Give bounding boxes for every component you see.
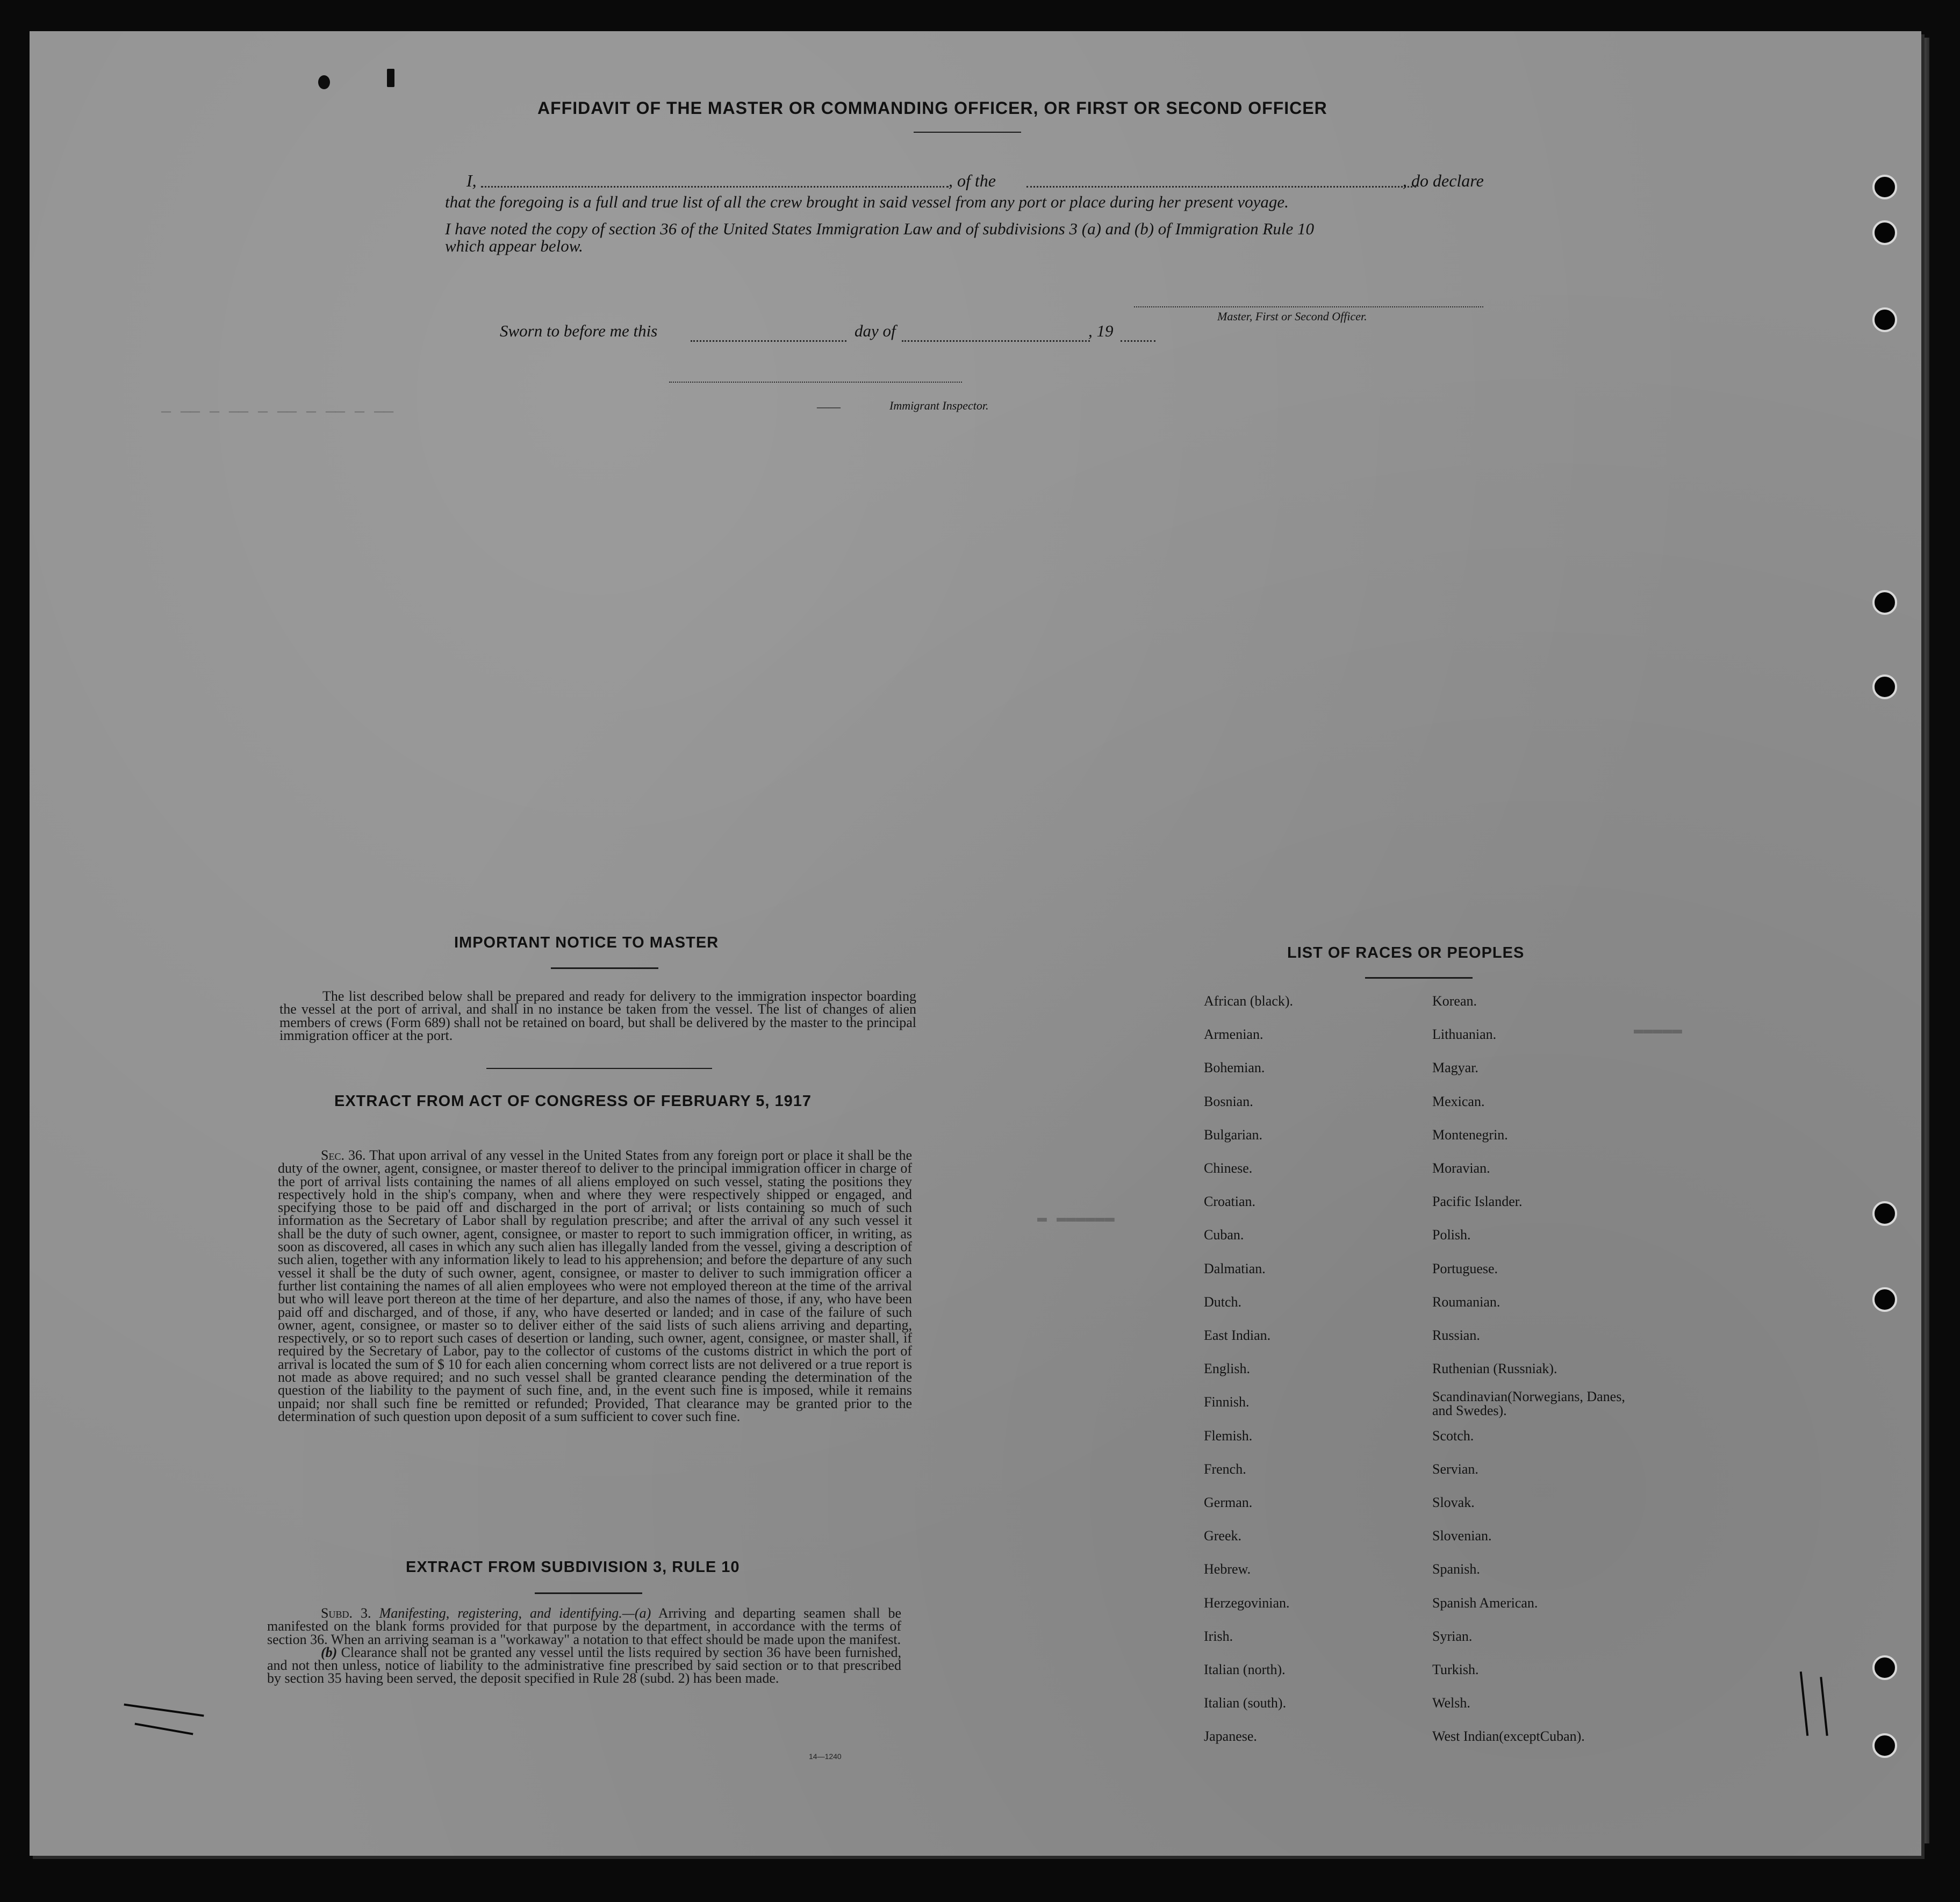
punch-hole xyxy=(1872,1201,1897,1226)
race-item: Armenian. xyxy=(1204,1027,1263,1043)
inspector-signature-field[interactable] xyxy=(669,382,962,383)
race-item: Korean. xyxy=(1432,993,1477,1009)
race-item: Slovenian. xyxy=(1432,1528,1492,1544)
race-item: Italian (south). xyxy=(1204,1695,1287,1711)
affidavit-do-declare: , do declare xyxy=(1403,171,1484,190)
vessel-field[interactable] xyxy=(1026,186,1416,188)
rule10-subd-a-body: Arriving and departing seamen shall be manifested on the blank forms provided for that purpose by the department, in accordance with the terms of section 36. When an arriving seaman is a "workaway" a notation to that effect should be made upon the manifest. xyxy=(267,1605,902,1647)
affidavit-of-the: , of the xyxy=(949,171,996,190)
race-item: German. xyxy=(1204,1495,1253,1510)
affidavit-line4: which appear below. xyxy=(445,236,583,255)
race-item: Welsh. xyxy=(1432,1695,1470,1711)
race-item: Irish. xyxy=(1204,1628,1233,1644)
race-item: Finnish. xyxy=(1204,1394,1250,1410)
race-item: Dalmatian. xyxy=(1204,1260,1266,1276)
binding-mark xyxy=(318,75,330,89)
act-sec-label: Sec. 36. xyxy=(321,1147,366,1163)
race-item: Slovak. xyxy=(1432,1495,1475,1510)
rule10-subd-heading: Manifesting, registering, and identifying.—(a) xyxy=(379,1605,651,1621)
act-body-text: That upon arrival of any vessel in the United States from any foreign port or place it shall be the duty of the owner, agent, consignee, or master thereof to deliver to the principal immigration officer in charge of the port of arrival lists containing the names of all aliens employed on such vessel, stating the positions they respectively hold in the ship's company, when and where they were respectively shipped or engaged, and specifying those to be paid off and discharged in the port of arrival; or lists containing so much of such information as the Secretary of Labor shall by regulation prescribe; and after the arrival of any such vessel it shall be the duty of such owner, agent, consignee, or master to report to such immigration officer, in writing, as soon as discovered, all cases in which any such alien has illegally landed from the vessel, giving a description of such alien, together with any information likely to lead to his apprehension; and before the departure of any such vessel it shall be the duty of such owner, agent, consignee, or master to deliver to such immigration officer a further list containing the names of all alien employees who were not employed thereon at the time of the arrival but who will leave port thereon at the time of her departure, and also the names of those, if any, who have been paid off and discharged, and of those, if any, who have deserted or landed; and in case of the failure of such owner, agent, consignee, or master so to deliver either of the said lists of such aliens arriving and departing, respectively, or so to report such cases of desertion or landing, such owner, agent, consignee, or master shall, if required by the Secretary of Labor, pay to the collector of customs of the customs district in which the port of arrival is located the sum of $ 10 for each alien concerning whom correct lists are not delivered or a true report is not made as above required; and no such vessel shall be granted clearance pending the determination of the question of the liability to the payment of such fine, and, in the event such fine is imposed, while it remains unpaid; nor shall such fine be remitted or refunded; Provided, That clearance may be granted prior to the determination of such question upon deposit of a sum sufficient to cover such fine. xyxy=(278,1147,913,1424)
race-item: Mexican. xyxy=(1432,1093,1485,1109)
race-item: Croatian. xyxy=(1204,1194,1256,1210)
race-item: Bulgarian. xyxy=(1204,1126,1263,1143)
race-item: Ruthenian (Russniak). xyxy=(1432,1361,1557,1377)
punch-hole xyxy=(1872,590,1897,615)
race-item: Moravian. xyxy=(1432,1160,1490,1176)
rule10-title: EXTRACT FROM SUBDIVISION 3, RULE 10 xyxy=(406,1559,740,1576)
race-item: Bohemian. xyxy=(1204,1060,1265,1076)
sworn-year-field[interactable] xyxy=(1121,340,1155,342)
race-item: Russian. xyxy=(1432,1327,1480,1343)
punch-hole xyxy=(1872,1287,1897,1312)
race-item: Syrian. xyxy=(1432,1628,1473,1644)
race-item: Hebrew. xyxy=(1204,1561,1251,1577)
act-title: EXTRACT FROM ACT OF CONGRESS OF FEBRUARY 5, 1917 xyxy=(334,1093,812,1110)
race-item: Cuban. xyxy=(1204,1227,1244,1243)
name-field[interactable] xyxy=(481,186,949,188)
race-item: Italian (north). xyxy=(1204,1662,1286,1677)
race-item: Spanish. xyxy=(1432,1561,1480,1577)
sworn-day-field[interactable] xyxy=(691,340,846,342)
punch-hole xyxy=(1872,1733,1897,1758)
race-item: Scotch. xyxy=(1432,1427,1474,1444)
race-item: Bosnian. xyxy=(1204,1093,1253,1109)
signature-label: Master, First or Second Officer. xyxy=(1217,310,1367,323)
rule10-subd-b-lead: (b) xyxy=(321,1644,338,1660)
inspector-label: Immigrant Inspector. xyxy=(889,399,989,412)
race-item: Lithuanian. xyxy=(1432,1027,1497,1043)
signature-field[interactable] xyxy=(1134,306,1483,307)
notice-divider xyxy=(486,1068,712,1069)
races-title: LIST OF RACES OR PEOPLES xyxy=(1287,944,1525,961)
punch-hole xyxy=(1872,674,1897,699)
rule10-body xyxy=(267,1607,901,1685)
race-item: Turkish. xyxy=(1432,1662,1479,1677)
race-item: Portuguese. xyxy=(1432,1260,1498,1276)
show-through-text: ▬▬▬▬▬ xyxy=(1634,1021,1683,1039)
race-item: African (black). xyxy=(1204,993,1294,1009)
race-item: Magyar. xyxy=(1432,1060,1478,1076)
punch-hole xyxy=(1872,175,1897,199)
rule10-subd-b-body: Clearance shall not be granted any vessel until the lists required by section 36 have been furnished, and not then unless, notice of liability to the administrative fine prescribed by said section or to that prescribed by section 35 having been served, the deposit specified in Rule 28 (subd. 2) has been made. xyxy=(267,1644,901,1686)
form-code: 14—1240 xyxy=(809,1752,842,1761)
affidavit-line2: that the foregoing is a full and true list of all the crew brought in said vessel from any port or place during her present voyage. xyxy=(445,192,1289,211)
race-item: Servian. xyxy=(1432,1461,1478,1477)
punch-hole xyxy=(1872,220,1897,245)
race-item: Dutch. xyxy=(1204,1294,1242,1310)
notice-body xyxy=(279,990,916,1042)
race-item: East Indian. xyxy=(1204,1327,1271,1343)
race-item: Japanese. xyxy=(1204,1728,1257,1745)
punch-hole xyxy=(1872,1655,1897,1680)
affidavit-title-rule xyxy=(914,132,1021,133)
race-item: West Indian(exceptCuban). xyxy=(1432,1728,1585,1745)
inspector-dash: —— xyxy=(817,400,841,413)
race-item: Roumanian. xyxy=(1432,1294,1500,1310)
race-item: Polish. xyxy=(1432,1227,1471,1243)
show-through-text: ▬ ▬▬▬▬▬▬ xyxy=(1037,1209,1115,1228)
race-item: French. xyxy=(1204,1461,1246,1477)
race-item: Pacific Islander. xyxy=(1432,1194,1523,1210)
race-item: Chinese. xyxy=(1204,1160,1253,1176)
notice-body-text: The list described below shall be prepared and ready for delivery to the immigration inspector boarding the vessel at the port of arrival, and shall in no instance be taken from the vessel. The list of changes of alien members of crews (Form 689) shall not be retained on board, but shall be delivered by the master to the principal immigration officer at the port. xyxy=(279,988,916,1043)
sworn-year-prefix: , 19 xyxy=(1088,321,1114,340)
notice-rule xyxy=(551,967,658,969)
notice-title: IMPORTANT NOTICE TO MASTER xyxy=(454,934,719,951)
punch-hole xyxy=(1872,307,1897,332)
sworn-text: Sworn to before me this xyxy=(500,321,658,340)
document-page xyxy=(30,31,1921,1856)
act-body xyxy=(278,1149,912,1423)
sworn-month-field[interactable] xyxy=(902,340,1090,342)
race-item: Flemish. xyxy=(1204,1427,1253,1444)
race-item: Greek. xyxy=(1204,1528,1242,1544)
binding-mark xyxy=(387,69,394,87)
affidavit-title: AFFIDAVIT OF THE MASTER OR COMMANDING OFFICER, OR FIRST OR SECOND OFFICER xyxy=(537,98,1327,118)
race-item: Spanish American. xyxy=(1432,1595,1538,1611)
races-rule xyxy=(1365,977,1473,979)
rule10-subd-lead: Subd. 3. xyxy=(321,1605,371,1621)
race-item: Montenegrin. xyxy=(1432,1126,1508,1143)
race-item: Scandinavian(Norwegians, Danes, and Swedes). xyxy=(1432,1389,1625,1419)
race-item: English. xyxy=(1204,1361,1250,1377)
race-item: Herzegovinian. xyxy=(1204,1595,1290,1611)
affidavit-i: I, xyxy=(466,171,477,190)
affidavit-line3: I have noted the copy of section 36 of the United States Immigration Law and of subdivisions 3 (a) and (b) of Immigration Rule 10 xyxy=(445,219,1314,238)
show-through-text: — —— — —— — —— — —— — —— xyxy=(161,403,394,421)
rule10-rule xyxy=(535,1592,642,1594)
sworn-day-of: day of xyxy=(855,321,896,340)
